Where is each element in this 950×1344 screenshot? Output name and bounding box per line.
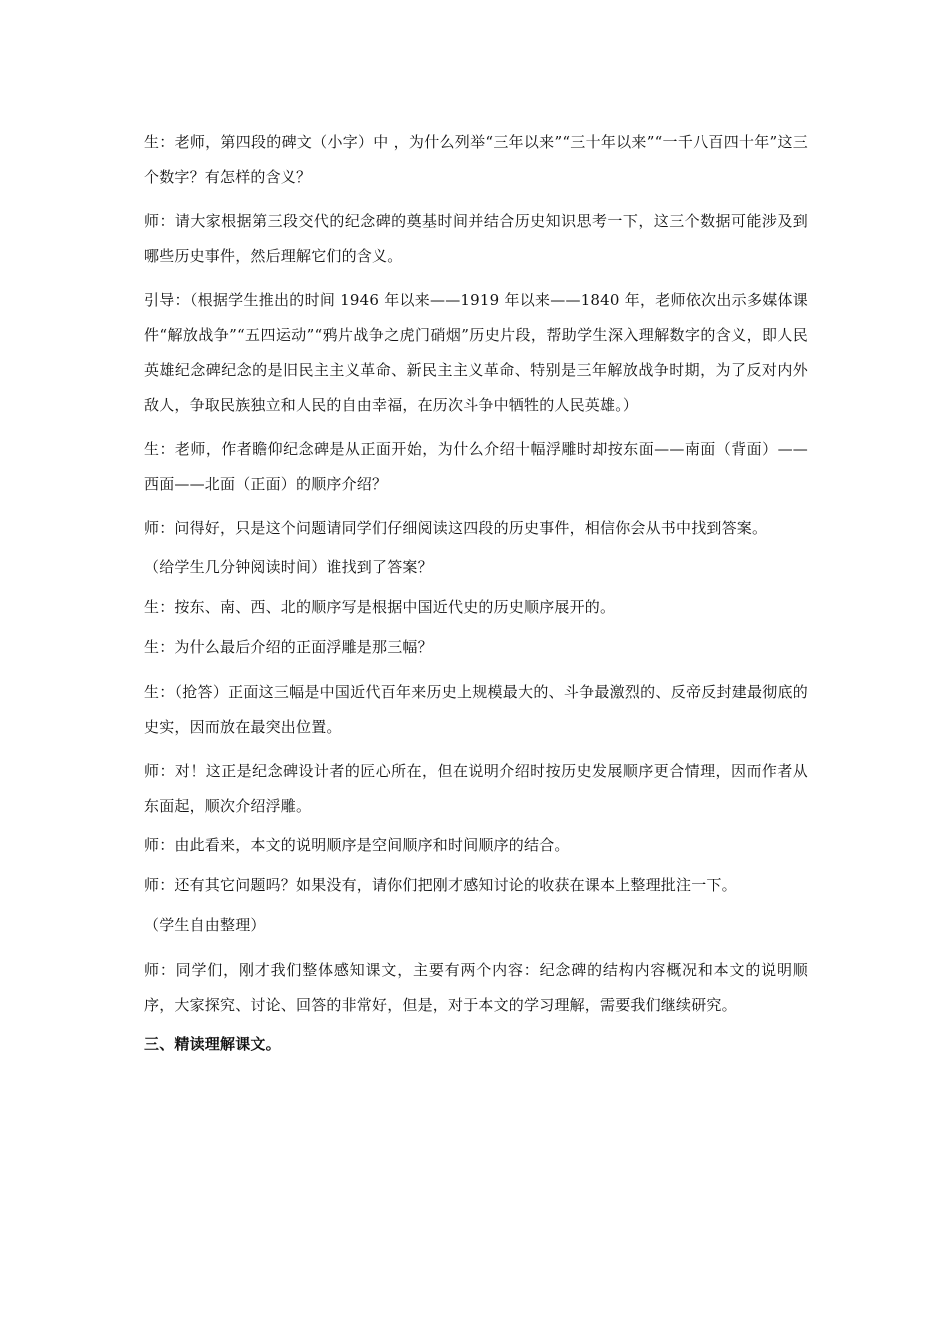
paragraph-12: 师：还有其它问题吗？如果没有，请你们把刚才感知讨论的收获在课本上整理批注一下。 [144, 876, 737, 894]
paragraph-14: 师：同学们，刚才我们整体感知课文，主要有两个内容：纪念碑的结构内容概况和本文的说明顺序，大家探究、讨论、回答的非常好，但是，对于本文的学习理解，需要我们继续研究。 [144, 961, 808, 1014]
document-body [144, 125, 808, 1072]
paragraph-6: （给学生几分钟阅读时间）谁找到了答案？ [144, 558, 433, 576]
paragraph-8: 生：为什么最后介绍的正面浮雕是那三幅？ [144, 638, 433, 656]
paragraph-7: 生：按东、南、西、北的顺序写是根据中国近代史的历史顺序展开的。 [144, 598, 616, 616]
paragraph-1: 生：老师，第四段的碑文（小字）中 ，为什么列举“三年以来”“三十年以来”“一千八百四十年”这三个数字？有怎样的含义？ [144, 133, 808, 186]
paragraph-11: 师：由此看来，本文的说明顺序是空间顺序和时间顺序的结合。 [144, 836, 570, 854]
paragraph-10: 师：对！这正是纪念碑设计者的匠心所在，但在说明介绍时按历史发展顺序更合情理，因而作者从东面起，顺次介绍浮雕。 [144, 762, 808, 815]
paragraph-9: 生：（抢答）正面这三幅是中国近代百年来历史上规模最大的、斗争最激烈的、反帝反封建最彻底的史实，因而放在最突出位置。 [144, 683, 808, 736]
paragraph-5: 师：问得好，只是这个问题请同学们仔细阅读这四段的历史事件，相信你会从书中找到答案。 [144, 519, 768, 537]
paragraph-2: 师：请大家根据第三段交代的纪念碑的奠基时间并结合历史知识思考一下，这三个数据可能涉及到哪些历史事件，然后理解它们的含义。 [144, 212, 808, 265]
paragraph-3: 引导：（根据学生推出的时间 1946 年以来——1919 年以来——1840 年，老师依次出示多媒体课件“解放战争”“五四运动”“鸦片战争之虎门硝烟”历史片段，帮助学生深入理解数字的含义，即人民英雄纪念碑纪念的是旧民主主义革命、新民主主义革命、特别是三年解放战争时期，为了反对内外敌人，争取民族独立和人民的自由幸福，在历次斗争中牺牲的人民英雄。） [144, 291, 808, 414]
paragraph-4: 生：老师，作者瞻仰纪念碑是从正面开始，为什么介绍十幅浮雕时却按东面——南面（背面）——西面——北面（正面）的顺序介绍？ [144, 440, 808, 493]
paragraph-13: （学生自由整理） [144, 916, 266, 934]
section-heading: 三、精读理解课文。 [144, 1035, 281, 1053]
